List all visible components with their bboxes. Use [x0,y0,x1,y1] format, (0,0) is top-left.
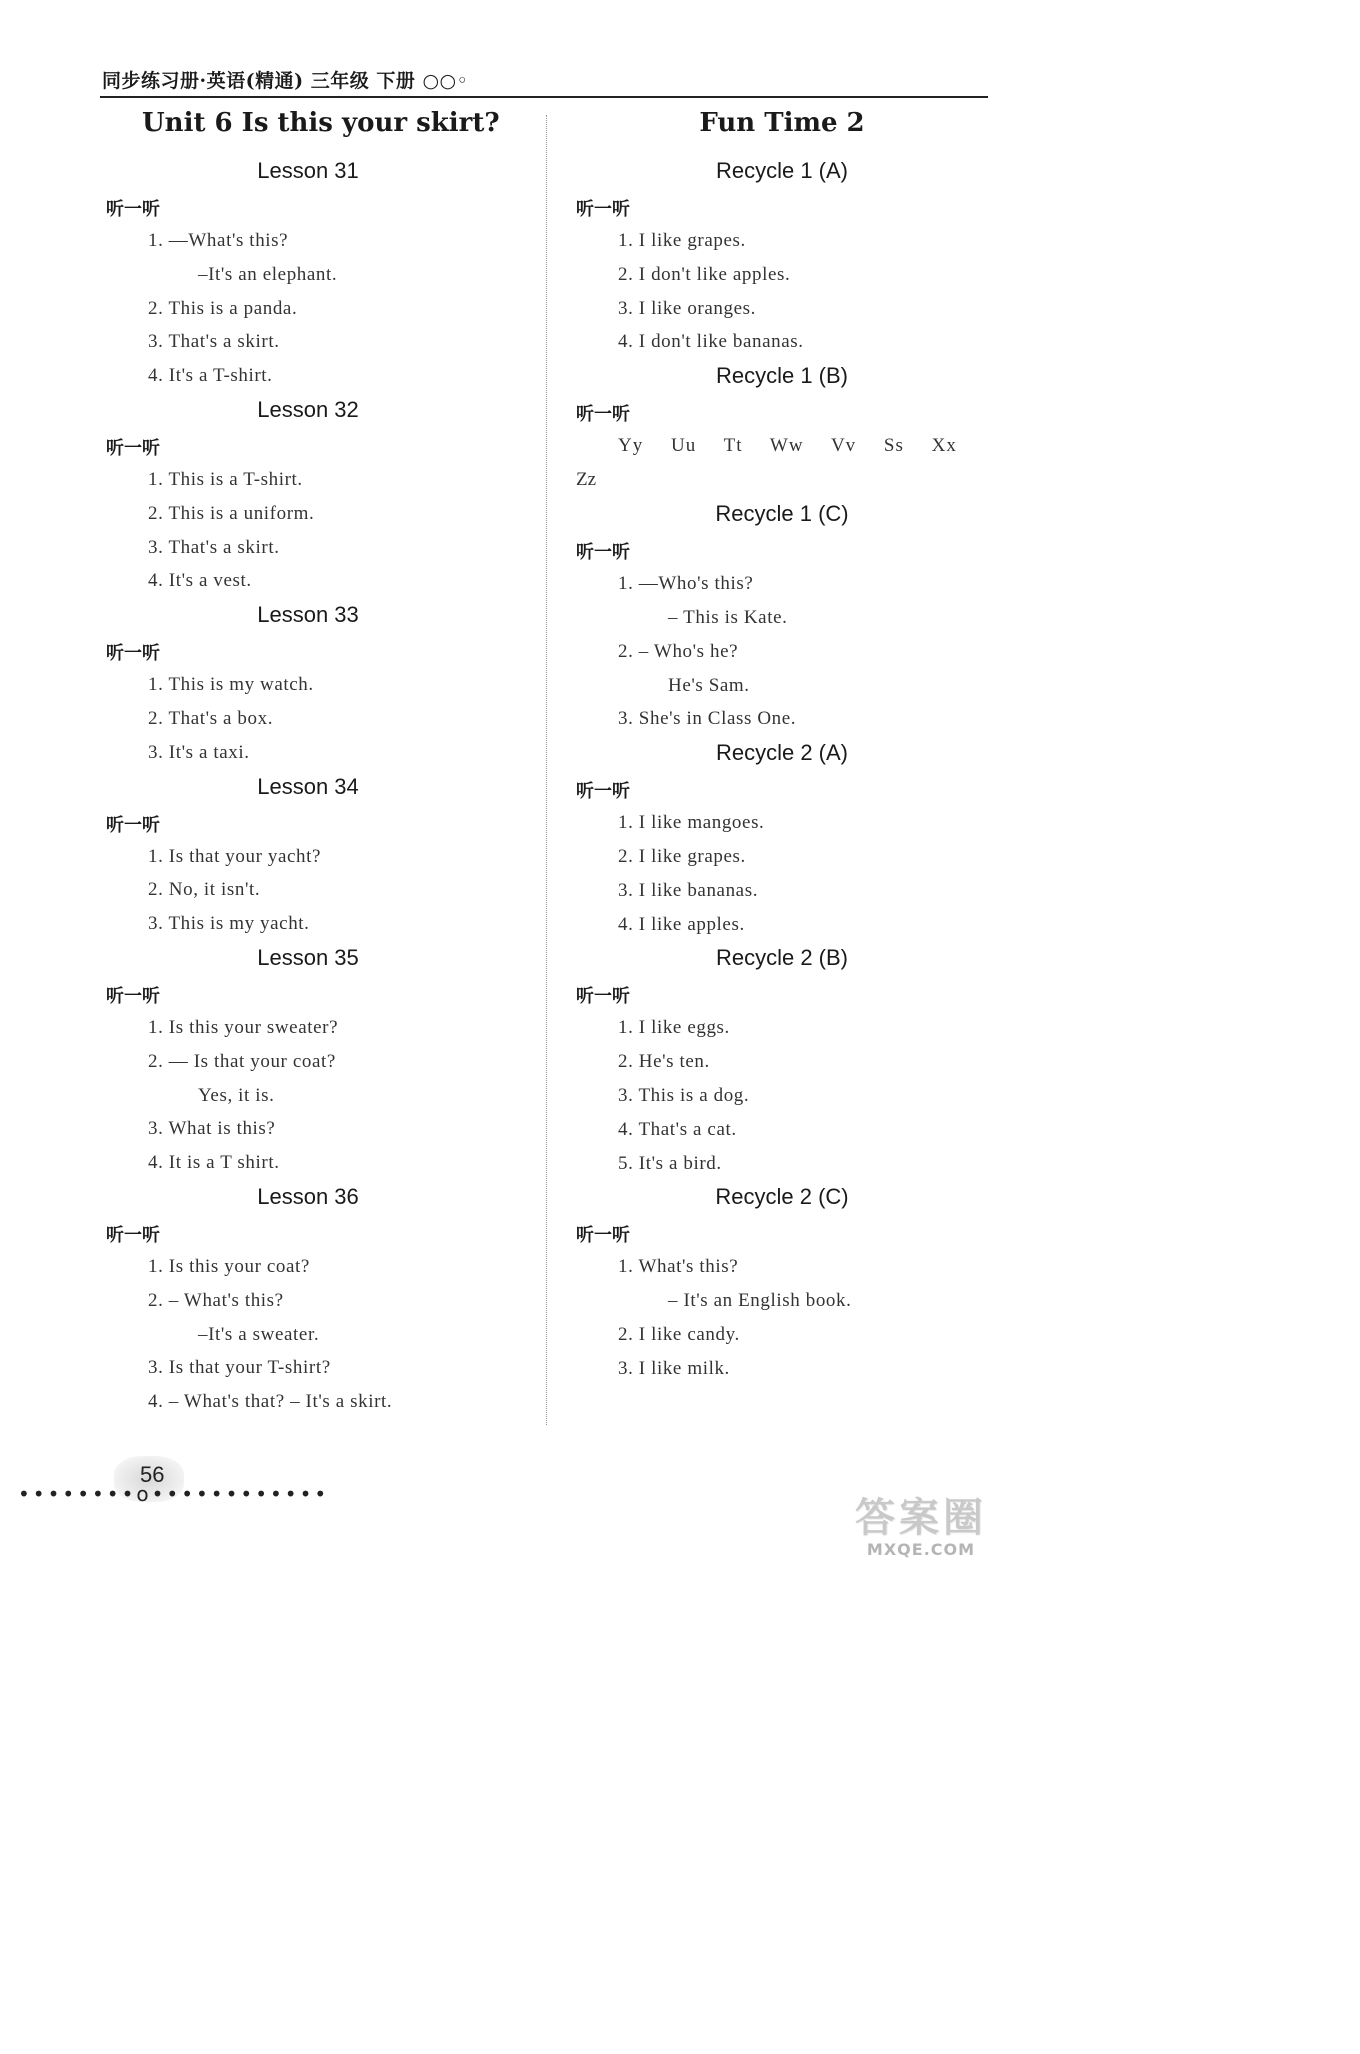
answer-line: 2. He's ten. [618,1051,710,1073]
answer-line: 4. It's a T-shirt. [148,365,273,387]
answer-line: 3. What is this? [148,1118,276,1140]
page-footer [18,1456,330,1516]
answer-line: 1. I like eggs. [618,1017,730,1039]
lesson-section [100,941,540,1180]
listen-heading: 听一听 [106,199,160,220]
watermark-url: MXQE.COM [866,1540,976,1559]
answer-line: 1. —Who's this? [618,573,754,595]
lesson-section [570,497,990,736]
answer-line: 1. This is a T-shirt. [148,468,303,490]
answer-line: 1. —What's this? [148,230,289,251]
answer-line: 2. — Is that your coat? [148,1050,336,1072]
unit-title: Fun Time 2 [699,108,865,138]
answer-line: 4. I don't like bananas. [618,331,804,353]
answer-line: He's Sam. [668,674,750,696]
lesson-section [570,1180,990,1385]
answer-line: 4. I like apples. [618,913,745,935]
answer-line: 3. I like bananas. [618,879,759,901]
listen-heading: 听一听 [106,643,160,665]
lesson-title: Recycle 1 (A) [715,158,849,183]
watermark-logo: 答案圈 [855,1495,987,1541]
answer-line: – This is Kate. [668,606,788,628]
letter-pairs: Yy Uu Tt Ww Vv Ss Xx [618,435,957,457]
answer-line: 5. It's a bird. [618,1152,722,1174]
listen-heading: 听一听 [576,199,630,220]
answer-line: 1. This is my watch. [148,674,314,696]
listen-heading: 听一听 [576,781,630,803]
listen-heading: 听一听 [106,437,160,459]
answer-line: 3. I like milk. [618,1357,730,1379]
lesson-section [100,393,540,598]
answer-line: –It's a sweater. [198,1323,320,1345]
listen-heading: 听一听 [576,1225,630,1247]
lesson-title: Lesson 31 [257,158,359,183]
listen-heading: 听一听 [106,985,160,1007]
answer-line: 2. I like candy. [618,1323,740,1345]
answer-line: 2. That's a box. [148,707,274,729]
lesson-section [570,359,990,497]
answer-line: 2. I like grapes. [618,845,746,867]
answer-line: 2. This is a panda. [148,297,298,319]
page-header [100,62,988,98]
answer-line: 1. What's this? [618,1256,739,1278]
listen-heading: 听一听 [106,1224,160,1246]
lesson-section [100,1180,540,1419]
lesson-title: Recycle 1 (B) [715,363,849,389]
answer-line: 3. It's a taxi. [148,741,250,763]
answer-line: 1. Is that your yacht? [148,845,322,867]
lesson-section [100,770,540,941]
answer-line: 2. This is a uniform. [148,502,315,524]
answer-line: 3. She's in Class One. [618,708,797,730]
footer-dots: ••••••••o•••••••••••• [18,1482,330,1506]
lesson-section [570,736,990,941]
answer-line: 1. Is this your sweater? [148,1016,339,1038]
answer-line: 1. I like grapes. [618,230,746,251]
unit-title: Unit 6 Is this your skirt? [142,108,500,138]
header-title: 同步练习册·英语(精通) 三年级 下册 ○○◦ [102,70,469,92]
answer-line: 2. – Who's he? [618,640,739,662]
watermark [816,1496,1026,1560]
page-number: 56 [140,1462,165,1487]
letter-pairs-wrap: Zz [576,469,597,491]
answer-line: Yes, it is. [198,1084,275,1106]
answer-line: – It's an English book. [668,1290,852,1312]
answer-line: –It's an elephant. [198,263,338,285]
answer-line: 4. That's a cat. [618,1118,737,1140]
lesson-title: Recycle 2 (B) [715,945,849,971]
answer-line: 2. – What's this? [148,1289,284,1311]
answer-line: 3. That's a skirt. [148,536,280,558]
column-divider [546,115,547,1425]
answer-line: 1. Is this your coat? [148,1255,310,1277]
answer-line: 3. I like oranges. [618,297,756,319]
listen-heading: 听一听 [106,814,160,836]
right-column [570,100,990,1386]
lesson-title: Lesson 34 [257,773,359,799]
answer-line: 3. Is that your T-shirt? [148,1357,331,1379]
answer-line: 3. This is my yacht. [148,913,310,935]
listen-heading: 听一听 [576,404,630,426]
answer-line: 4. – What's that? – It's a skirt. [148,1391,393,1413]
left-column [100,100,540,1419]
lesson-section [100,598,540,769]
lesson-title: Recycle 2 (A) [715,740,849,766]
lesson-title: Recycle 2 (C) [715,1184,849,1210]
listen-heading: 听一听 [576,542,630,564]
lesson-section [570,154,990,359]
lesson-section [570,941,990,1180]
answer-line: 3. This is a dog. [618,1084,750,1106]
answer-line: 3. That's a skirt. [148,331,280,353]
lesson-title: Lesson 33 [257,602,359,628]
answer-line: 4. It is a T shirt. [148,1152,280,1174]
answer-line: 2. I don't like apples. [618,263,791,285]
answer-line: 2. No, it isn't. [148,879,261,901]
answer-line: 1. I like mangoes. [618,812,765,834]
answer-line: 4. It's a vest. [148,570,252,592]
lesson-title: Lesson 35 [257,944,359,970]
lesson-section [100,154,540,393]
listen-heading: 听一听 [576,986,630,1008]
lesson-title: Lesson 36 [257,1183,359,1209]
lesson-title: Lesson 32 [257,396,359,422]
lesson-title: Recycle 1 (C) [715,501,849,527]
